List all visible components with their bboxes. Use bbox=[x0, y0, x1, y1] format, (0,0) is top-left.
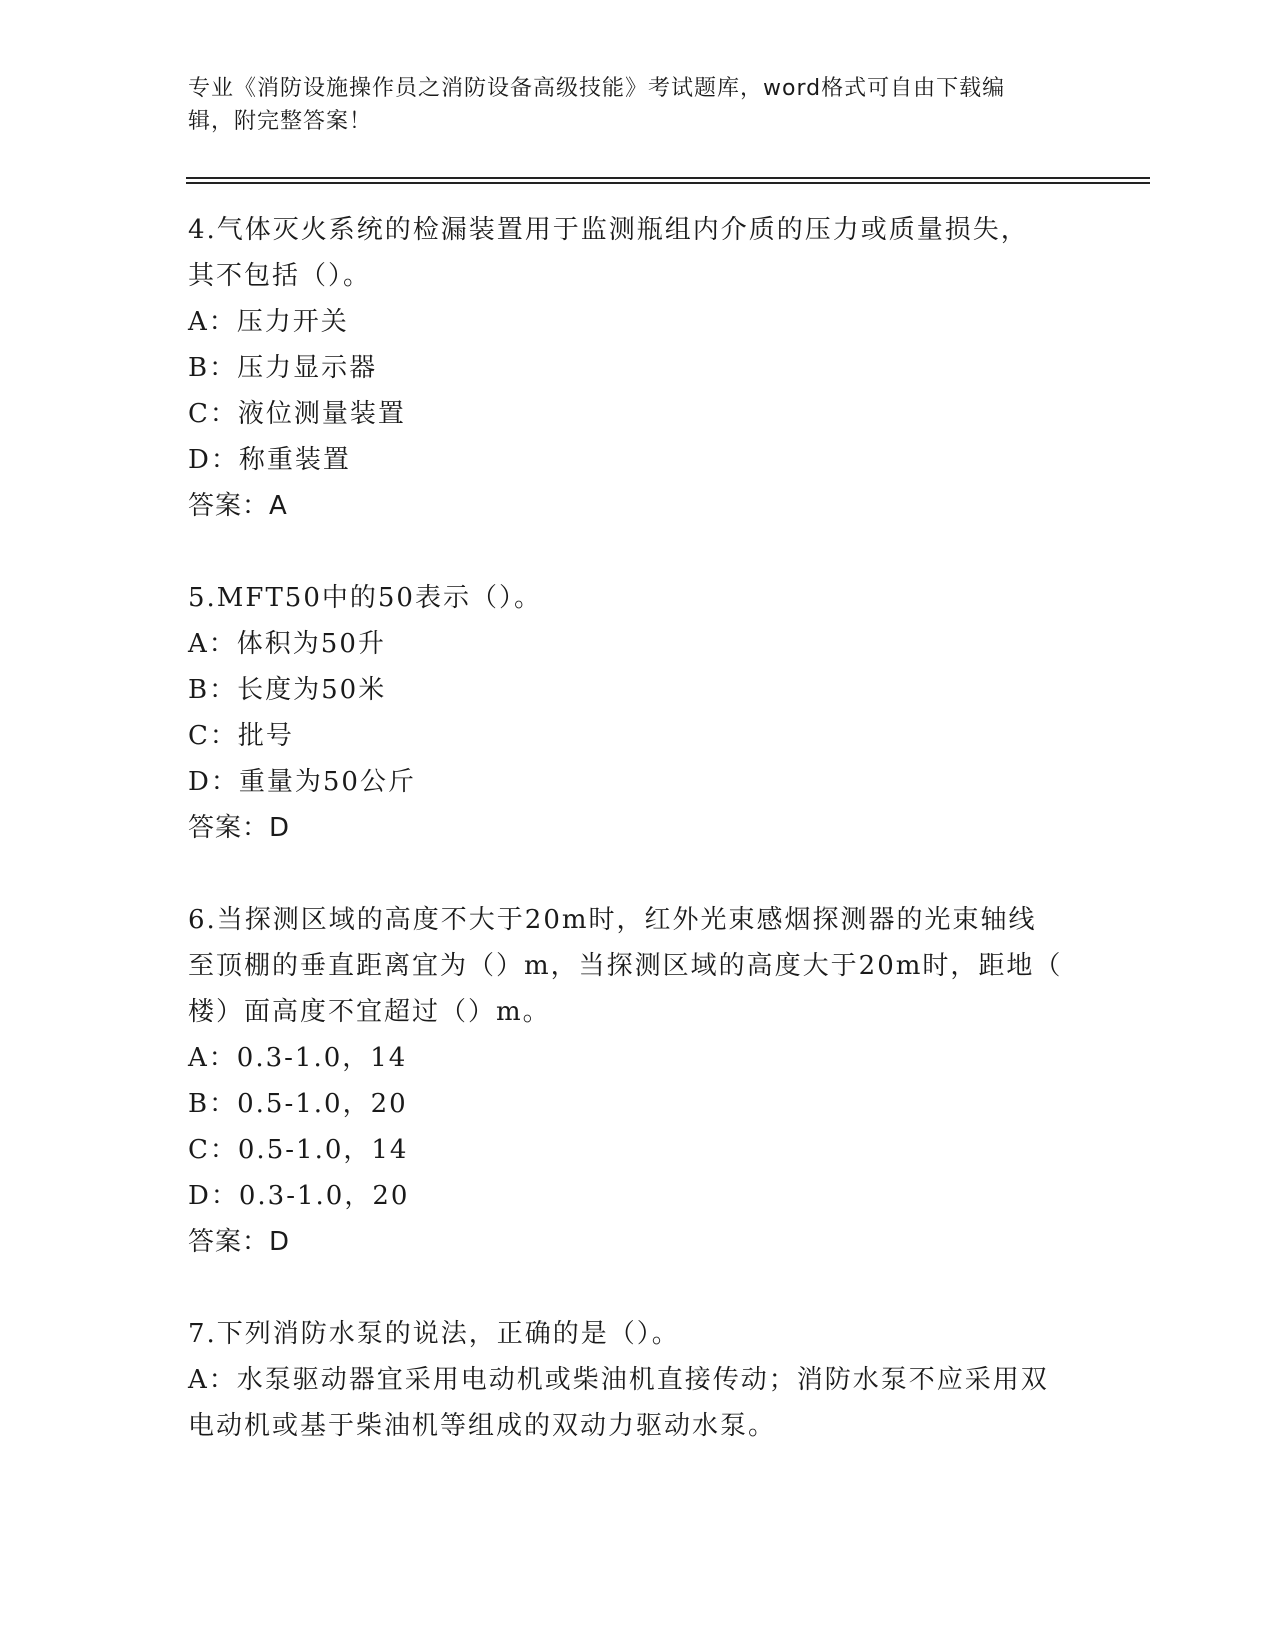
option-line: A：水泵驱动器宜采用电动机或柴油机直接传动；消防水泵不应采用双 bbox=[188, 1365, 1049, 1395]
question-item bbox=[188, 897, 1088, 1265]
option-b: B：长度为50米 bbox=[188, 675, 387, 705]
question-item bbox=[188, 1311, 1088, 1449]
option-d: D：0.3-1.0，20 bbox=[188, 1181, 410, 1211]
document-header bbox=[188, 72, 1088, 138]
question-item bbox=[188, 575, 1088, 851]
option-d: D：重量为50公斤 bbox=[188, 767, 416, 797]
option-line: 电动机或基于柴油机等组成的双动力驱动水泵。 bbox=[188, 1411, 777, 1441]
answer-label: 答案：A bbox=[188, 491, 288, 521]
option-b: B：压力显示器 bbox=[188, 353, 378, 383]
option-c: C：液位测量装置 bbox=[188, 399, 406, 429]
header-line: 专业《消防设施操作员之消防设备高级技能》考试题库，word格式可自由下载编 bbox=[188, 76, 1006, 101]
question-stem: 至顶棚的垂直距离宜为（）m，当探测区域的高度大于20m时，距地（ bbox=[188, 951, 1063, 981]
answer-label: 答案：D bbox=[188, 1227, 291, 1257]
question-stem: 6.当探测区域的高度不大于20m时，红外光束感烟探测器的光束轴线 bbox=[188, 905, 1037, 935]
question-list bbox=[188, 207, 1088, 1495]
header-divider bbox=[186, 182, 1150, 184]
question-item bbox=[188, 207, 1088, 529]
option-a: A：0.3-1.0，14 bbox=[188, 1043, 408, 1073]
option-c: C：批号 bbox=[188, 721, 294, 751]
question-stem: 其不包括（）。 bbox=[188, 261, 372, 291]
option-a bbox=[188, 1357, 1088, 1449]
header-divider bbox=[186, 177, 1150, 179]
header-line: 辑，附完整答案！ bbox=[188, 109, 373, 134]
question-stem: 7.下列消防水泵的说法，正确的是（）。 bbox=[188, 1319, 680, 1349]
option-c: C：0.5-1.0，14 bbox=[188, 1135, 409, 1165]
question-stem: 楼）面高度不宜超过（）m。 bbox=[188, 997, 551, 1027]
option-d: D：称重装置 bbox=[188, 445, 351, 475]
option-a: A：体积为50升 bbox=[188, 629, 386, 659]
option-a: A：压力开关 bbox=[188, 307, 349, 337]
answer-label: 答案：D bbox=[188, 813, 291, 843]
option-b: B：0.5-1.0，20 bbox=[188, 1089, 408, 1119]
question-stem: 5.MFT50中的50表示（）。 bbox=[188, 583, 542, 613]
question-stem: 4.气体灭火系统的检漏装置用于监测瓶组内介质的压力或质量损失， bbox=[188, 215, 1029, 245]
